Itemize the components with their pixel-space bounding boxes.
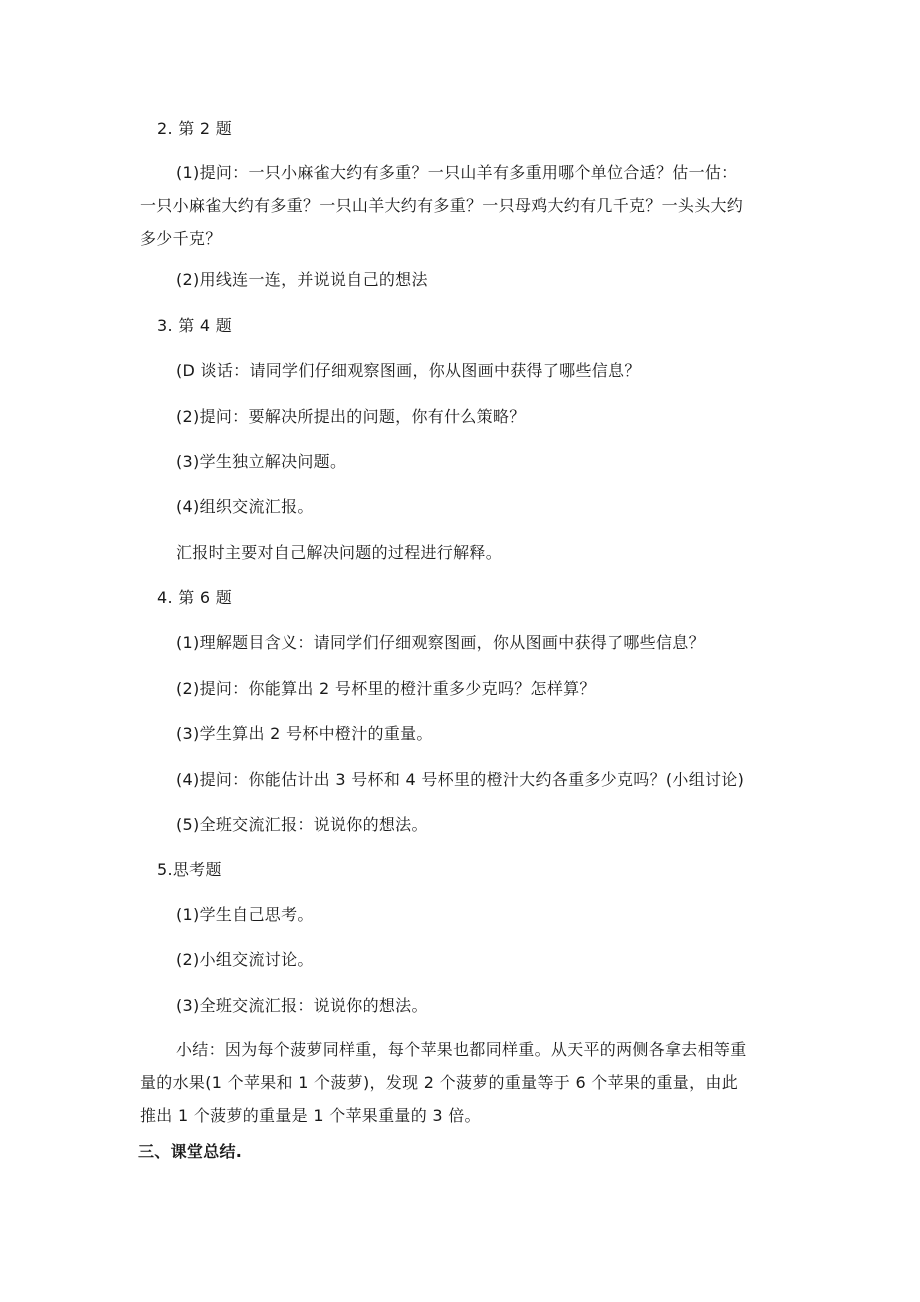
q5-heading: 5.思考题 <box>157 860 222 879</box>
q3-item-3: (3)学生独立解决问题。 <box>176 452 347 471</box>
q4-item-1: (1)理解题目含义：请同学们仔细观察图画，你从图画中获得了哪些信息？ <box>176 633 705 652</box>
q5-item-1: (1)学生自己思考。 <box>176 905 314 924</box>
q2-item-2: (2)用线连一连，并说说自己的想法 <box>176 270 428 289</box>
q3-heading: 3. 第 4 题 <box>157 316 233 335</box>
q3-note: 汇报时主要对自己解决问题的过程进行解释。 <box>176 543 503 562</box>
q4-item-2: (2)提问：你能算出 2 号杯里的橙汁重多少克吗？怎样算？ <box>176 679 596 698</box>
q4-item-5: (5)全班交流汇报：说说你的想法。 <box>176 815 428 834</box>
q2-item-1: (1)提问：一只小麻雀大约有多重？一只山羊有多重用哪个单位合适？估一估：一只小麻雀大约有多重？一只山羊大约有多重？一只母鸡大约有几千克？一头头大约多少千克？ <box>140 163 744 248</box>
q3-item-1: (D 谈话：请同学们仔细观察图画，你从图画中获得了哪些信息？ <box>176 361 641 380</box>
q5-item-3: (3)全班交流汇报：说说你的想法。 <box>176 996 428 1015</box>
summary-paragraph: 小结：因为每个菠萝同样重，每个苹果也都同样重。从天平的两侧各拿去相等重量的水果(1 个苹果和 1 个菠萝)，发现 2 个菠萝的重量等于 6 个苹果的重量，由此推出 1 个菠萝的重量是 1 个苹果重量的 3 倍。 <box>140 1040 747 1125</box>
q5-item-2: (2)小组交流讨论。 <box>176 950 314 969</box>
q3-item-2: (2)提问：要解决所提出的问题，你有什么策略？ <box>176 407 526 426</box>
q3-item-4: (4)组织交流汇报。 <box>176 497 314 516</box>
q4-item-4: (4)提问：你能估计出 3 号杯和 4 号杯里的橙汁大约各重多少克吗？(小组讨论) <box>176 770 745 789</box>
q2-heading: 2. 第 2 题 <box>157 119 233 138</box>
q4-item-3: (3)学生算出 2 号杯中橙汁的重量。 <box>176 724 433 743</box>
q4-heading: 4. 第 6 题 <box>157 588 233 607</box>
part3-heading: 三、课堂总结. <box>138 1142 243 1161</box>
